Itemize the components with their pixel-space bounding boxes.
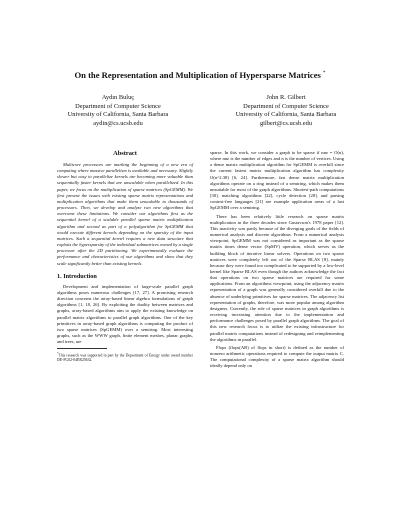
author-affiliation: Department of Computer Science <box>243 102 329 110</box>
author-institution: University of California, Santa Barbara <box>67 111 169 119</box>
author-name: Aydın Buluç <box>101 94 135 101</box>
intro-paragraph: Development and implementation of large-scale parallel graph algorithms poses numerous challenges [17, 27]. A promising research direction concerns the array-based linear algebra formulations of graph algorithms [1, 18, 26]. By exploiting the duality between matrices and graphs, array-based algorithms aim to apply the existing knowledge on parallel matrix algorithms to parallel graph algorithms. One of the key primitives in array-based graph algorithms is computing the product of two sparse matrices (SpGEMM) over a semiring. Most interesting graphs, such as the WWW graph, finite element meshes, planar graphs, and trees, are <box>57 283 193 345</box>
section-heading: 1. Introduction <box>57 272 97 280</box>
footnote-divider <box>57 348 107 349</box>
author-affiliation: Department of Computer Science <box>75 102 161 110</box>
left-column <box>57 150 193 363</box>
body-paragraph: Flops (flops(AB) of flops in short) is defined as the number of nonzero arithmetic operations required to compute the output matrix C. The computational complexity of a sparse matrix algorithm should ideally depend only on <box>210 344 344 369</box>
paper-title-text: On the Representation and Multiplication of Hypersparse Matrices <box>74 69 321 80</box>
abstract-heading: Abstract <box>113 150 137 157</box>
paper-title <box>30 68 370 81</box>
right-column <box>210 150 344 369</box>
author-email: gilbert@cs.ucsb.edu <box>259 119 313 127</box>
footnote-mark: * <box>57 351 59 356</box>
author-name: John R. Gilbert <box>266 94 306 101</box>
author-block-2 <box>206 94 366 128</box>
footnote-text: This research was supported in part by the Department of Energy under award number DE-FG02-04ER25632. <box>57 353 193 363</box>
footnote <box>57 351 193 363</box>
author-institution: University of California, Santa Barbara <box>235 111 337 119</box>
abstract-text: Multicore processors are marking the beginning of a new era of computing where massive parallelism is available and necessary. Slightly slower but easy to parallelize kernels are becoming more valuable than sequentially faster kernels that are unscalable when parallelized. In this paper, we focus on the multiplication of sparse matrices (SpGEMM). We first present the issues with existing sparse matrix representations and multiplication algorithms that make them unscalable to thousands of processors. Then, we develop and analyze two new algorithms that overcome these limitations. We consider our algorithms first as the sequential kernel of a scalable parallel sparse matrix multiplication algorithm and second as part of a polyalgorithm for SpGEMM that would execute different kernels depending on the sparsity of the input matrices. Such a sequential kernel requires a new data structure that exploits the hypersparsity of the individual submatrices owned by a single processor after the 2D partitioning. We experimentally evaluate the performance and characteristics of our algorithms and show that they scale significantly better than existing kernels. <box>57 162 194 266</box>
title-footnote-mark: * <box>323 71 326 76</box>
author-block-1 <box>38 94 198 128</box>
body-paragraph: sparse. In this work, we consider a graph to be sparse if nnz = O(n), where nnz is the number of edges and n is the number of vertices. Using a dense matrix multiplication algorithm for SpGEMM is overkill since the current fastest matrix multiplication algorithm has complexity O(n^2.38) [6, 24]. Furthermore, fast dense matrix multiplication algorithms operate on a ring instead of a semiring, which makes them unsuitable for most of the graph algorithms. Shortest-path computations [30], matching algorithms [22], cycle detection [28], and parsing context-free languages [21] are example application areas of a fast SpGEMM over a semiring. <box>210 150 344 211</box>
author-email: aydin@cs.ucsb.edu <box>93 119 143 127</box>
body-paragraph: There has been relatively little research on sparse matrix multiplication in the three decades since Gustavson's 1978 paper [12]. This inactivity was partly because of the diverging goals of the fields of numerical analysis and discrete algorithms. From a numerical analysis viewpoint, SpGEMM was not considered as important as the sparse matrix times dense vector (SpMV) operation, which serves as the building block of iterative linear solvers. Operations on two sparse matrices were completely left out of the Sparse BLAS [8], mainly because they were found too complicated to be supported by a low-level kernel like Sparse BLAS even though the authors acknowledge the fact that operations on two sparse matrices are required for some applications. From an algorithms viewpoint, using the adjacency matrix representation of a graph was generally considered overkill due to the absence of underlying primitives for sparse matrices. The adjacency list representation of graphs, therefore, was more popular among algorithm designers. Currently, the role of sparse matrices in graph algorithms is receiving increasing attention due to the implementation and performance challenges posed by parallel graph algorithms. The goal of this new research focus is to utilize the existing infrastructure for parallel matrix computations instead of redesigning and reimplementing the algorithms in parallel. <box>210 213 344 342</box>
